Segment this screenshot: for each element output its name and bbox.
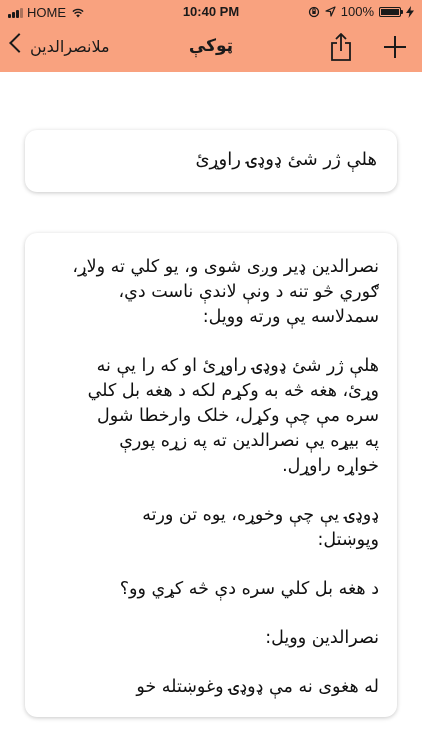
title-card [25, 130, 397, 192]
status-time: 10:40 PM [182, 4, 240, 19]
orientation-lock-icon [308, 6, 320, 18]
story-title: هلې ژر شئ ډوډۍ راوړئ [195, 149, 377, 170]
status-bar [0, 0, 422, 24]
story-paragraph-5: نصرالدين وويل: [265, 628, 379, 648]
story-paragraph-6: له هغوی نه مې ډوډۍ وغوښتله خو [136, 677, 379, 697]
story-paragraph-3: ډوډۍ يې چې وخوړه، يوه تن ورته وپوښتل: [142, 505, 379, 550]
location-icon [325, 6, 336, 17]
back-button[interactable]: ملانصرالدين [30, 37, 110, 56]
story-body [39, 255, 379, 717]
story-paragraph-4: د هغه بل کلي سره دې څه کړي وو؟ [119, 579, 379, 599]
story-paragraph-2: هلې ژر شئ ډوډۍ راوړئ او که را يې نه وړئ، هغه څه به وکړم لکه د هغه بل کلي سره مې چې وکړل، خلک وارخطا شول په بيړه يې نصرالدين ته په زړه پورې خواړه راوړل. [87, 356, 379, 476]
page-title: ټوکې [188, 36, 234, 56]
battery-icon [379, 7, 401, 17]
charging-icon [406, 6, 414, 18]
share-icon[interactable] [328, 32, 354, 62]
plus-icon[interactable] [382, 34, 408, 60]
story-paragraph-1: نصرالدين ډير وږی شوی و، يو کلي ته ولاړ، ګوري څو تنه د ونې لاندې ناست دي، سمدلاسه يې ورته وويل: [72, 257, 379, 327]
navigation-bar [0, 24, 422, 72]
battery-percent: 100% [340, 4, 374, 19]
story-card [25, 233, 397, 717]
status-right [308, 4, 414, 19]
carrier-label: HOME [27, 5, 66, 20]
